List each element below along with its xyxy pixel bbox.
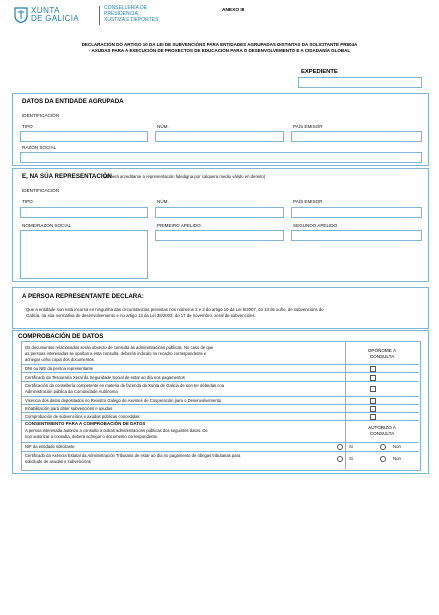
row-divider [21, 451, 419, 452]
table-row-seguridade-social: Certificado da Tesouraría Xeral da Seguridade Social de estar ao día nos pagamentos [25, 375, 185, 380]
authorize-aeat-no-radio[interactable] [380, 456, 386, 462]
department-name [104, 5, 158, 23]
declara-title: A PERSOA REPRESENTANTE DECLARA: [22, 293, 144, 300]
representacion-identificacion-label: IDENTIFICACIÓN [22, 188, 60, 193]
representacion-pais-label: PAÍS EMISOR [293, 199, 323, 204]
logo-divider [99, 6, 100, 25]
entidade-tipo-label: TIPO [22, 124, 33, 129]
representacion-nome-field[interactable] [20, 230, 148, 279]
row-divider [21, 404, 419, 405]
table-row-subvencions: Comprobación de subvencións e axudas públicas concedidas [25, 414, 140, 419]
xunta-emblem-icon [14, 7, 28, 23]
expediente-label: EXPEDIENTE [301, 69, 338, 75]
authorize-header-line-1: AUTORIZO A [368, 425, 396, 430]
row-divider [21, 442, 419, 443]
representacion-apelido1-field[interactable] [155, 230, 284, 241]
intro-line-1: Os documentos relacionados serán obxecto de consulta ás administracións públicas. No caso de que [25, 345, 214, 350]
declara-line-1: Que a entidade non está incursa en ningunha das circunstancias previstas nos números 2 e 3 do artigo 10 da Lei 9/2007, do 13 de xuño, de subvencións de [26, 307, 324, 312]
authorize-header-line-2: CONSULTA [369, 431, 395, 436]
xunta-logo [14, 6, 99, 26]
authorize-aeat-yes-radio[interactable] [337, 456, 343, 462]
representacion-apelido2-field[interactable] [291, 230, 422, 241]
consent-line-1: A persoa interesada autoriza a consulta a outras administracións públicas dos seguintes datos. De [25, 428, 208, 433]
entidade-num-label: NÚM. [157, 124, 169, 129]
logo-text-galicia: DE GALICIA [31, 14, 79, 23]
representacion-num-field[interactable] [155, 207, 284, 218]
authorize-header [345, 425, 419, 437]
representacion-title: E, NA SÚA REPRESENTACIÓN [22, 173, 112, 180]
form-title-line-1: DECLARACIÓN DO ARTIGO 10 DA LEI DE SUBVENCIÓNS PARA ENTIDADES AGRUPADAS DISTINTAS DA SOLICITANTE PR804A [81, 42, 358, 47]
dept-line-2: PRESIDENCIA, [104, 11, 140, 17]
table-row-rexistro: Vixencia dos datos depositados no Rexistro Galego de Axentes de Cooperación para o Desenvolvemento [25, 398, 222, 403]
entidade-razon-field[interactable] [20, 152, 422, 163]
table-column-divider [345, 341, 346, 469]
oppose-header [345, 348, 419, 360]
authorize-nif-no-label: Non [393, 444, 401, 449]
table-row-facenda-line-1: Certificación da consellería competente en materia de facenda da Xunta de Galicia de non ter débedas coa [25, 383, 225, 388]
consent-line-2: non autorizar a consulta, deberá achegar o documento correspondente. [25, 434, 159, 439]
row-divider [21, 396, 419, 397]
representacion-tipo-field[interactable] [20, 207, 148, 218]
consent-row-nif: NIF da entidade solicitante [25, 444, 75, 449]
oppose-header-line-2: CONSULTA [369, 354, 395, 359]
oppose-checkbox-facenda[interactable] [370, 386, 376, 392]
authorize-nif-yes-radio[interactable] [337, 444, 343, 450]
authorize-aeat-yes-label: Si [349, 456, 353, 461]
oppose-header-line-1: OPÓÑOME Á [367, 348, 397, 353]
authorize-nif-no-radio[interactable] [380, 444, 386, 450]
comprobacion-title: COMPROBACIÓN DE DATOS [18, 333, 104, 340]
entidade-title: DATOS DA ENTIDADE AGRUPADA [22, 98, 124, 105]
row-divider [21, 364, 419, 365]
consent-row-aeat-line-1: Certificado da Axencia Estatal da Administración Tributaria de estar ao día no pagamento de obrigas tributarias para [25, 453, 241, 458]
representacion-apelido1-label: PRIMEIRO APELIDO [157, 223, 201, 228]
representacion-nome-label: NOME/RAZÓN SOCIAL [22, 223, 72, 228]
representacion-note: (deberá acreditarse a representación fidedigna por calquera medio válido en dereito) [104, 174, 266, 179]
form-title-line-2: - AXUDAS PARA A EXECUCIÓN DE PROXECTOS DE EDUCACIÓN PARA O DESENVOLVEMENTO E A CIDADANÍA GLOBAL [88, 48, 351, 53]
entidade-pais-field[interactable] [291, 131, 422, 142]
entidade-tipo-field[interactable] [20, 131, 148, 142]
consent-title: CONSENTIMENTO PARA A COMPROBACIÓN DE DATOS [25, 421, 146, 426]
table-row-facenda-line-2: Administración pública da Comunidade Autónoma [25, 389, 118, 394]
consent-row-aeat-line-2: solicitude de axudas e subvencións [25, 459, 91, 464]
annex-label: ANEXO III [222, 8, 245, 13]
dept-line-3: XUSTIZA E DEPORTES [104, 17, 159, 23]
representacion-pais-field[interactable] [291, 207, 422, 218]
entidade-section [12, 93, 429, 166]
representacion-apelido2-label: SEGUNDO APELIDO [293, 223, 338, 228]
row-divider [21, 372, 419, 373]
form-title [0, 42, 439, 54]
entidade-razon-label: RAZÓN SOCIAL [22, 145, 57, 150]
authorize-aeat-no-label: Non [393, 456, 401, 461]
logo-text-xunta: XUNTA [31, 6, 61, 15]
row-divider [21, 412, 419, 413]
row-divider [21, 381, 419, 382]
declara-section [12, 287, 429, 329]
representacion-num-label: NÚM. [157, 199, 169, 204]
table-row-dni: DNI ou NIE da persoa representante [25, 366, 93, 371]
entidade-pais-label: PAÍS EMISOR [293, 124, 323, 129]
expediente-field[interactable] [298, 77, 422, 88]
declara-line-2: Galicia, na súa normativa de desenvolvemento e no artigo 13 da Lei 38/2003, do 17 de novembro, xeral de subvencións. [26, 313, 256, 318]
table-row-inhabilitacion: Inhabilitación para obter subvencións e axudas [25, 406, 113, 411]
authorize-nif-yes-label: Si [349, 444, 353, 449]
intro-line-3: achegar unha copia dos documentos. [25, 357, 95, 362]
representacion-section [12, 168, 429, 282]
intro-line-2: as persoas interesadas se opoñan a esta consulta, deberán indicalo no recadro correspondente e [25, 351, 207, 356]
dept-line-1: CONSELLERÍA DE [104, 5, 148, 11]
entidade-num-field[interactable] [155, 131, 284, 142]
entidade-identificacion-label: IDENTIFICACIÓN [22, 113, 60, 118]
representacion-tipo-label: TIPO [22, 199, 33, 204]
